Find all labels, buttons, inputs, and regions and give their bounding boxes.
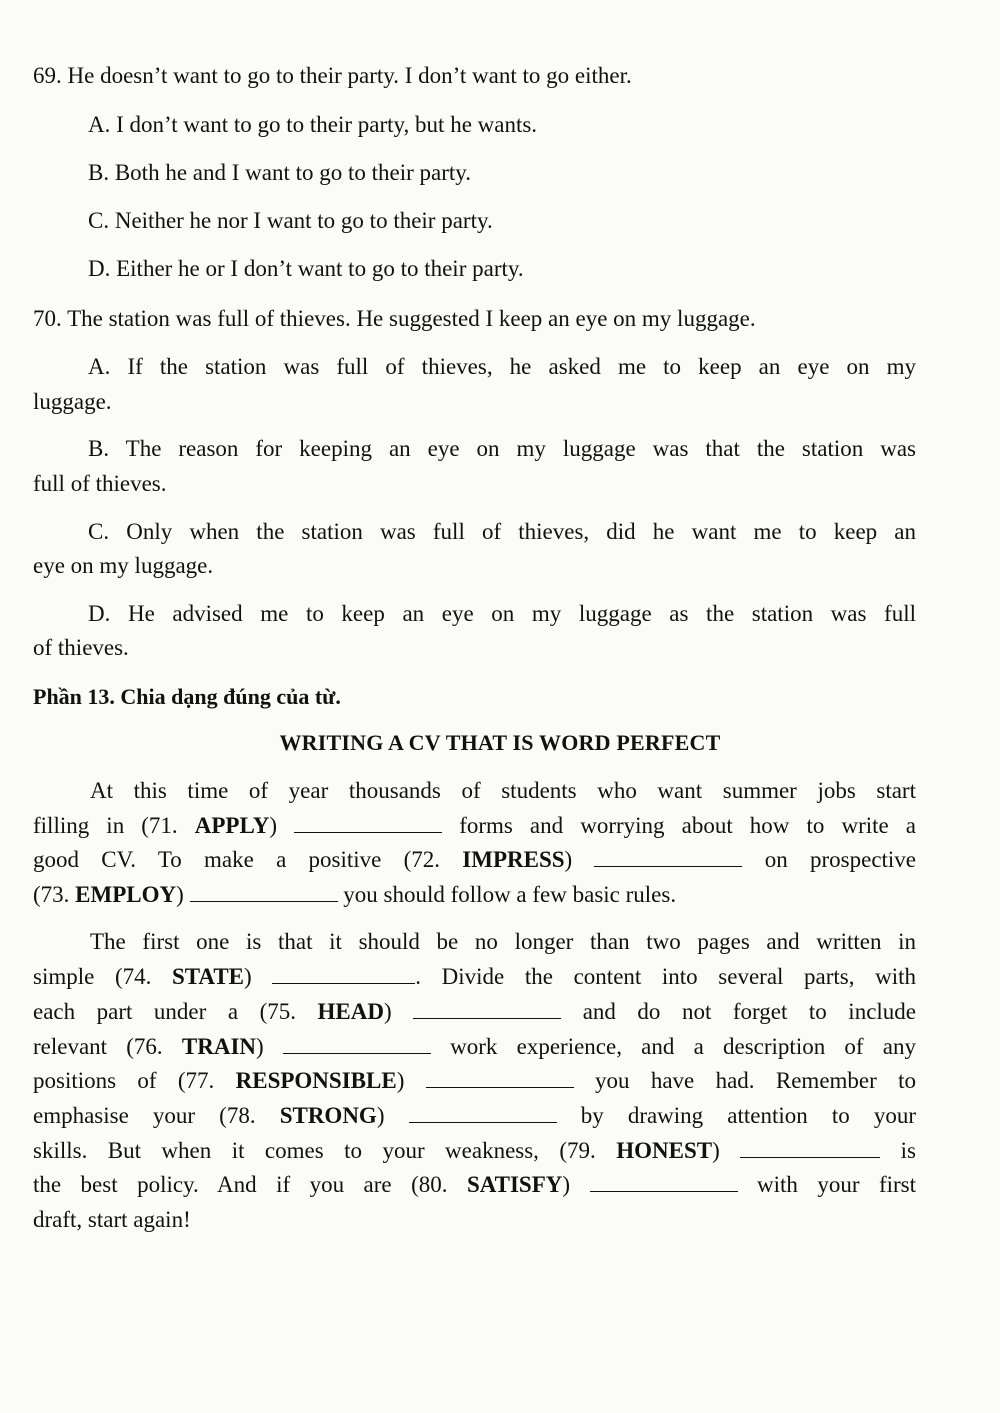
answer-blank-71[interactable] bbox=[294, 814, 442, 833]
answer-blank-78[interactable] bbox=[409, 1104, 557, 1123]
question-69-option-b: B. Both he and I want to go to their party. bbox=[88, 160, 472, 185]
question-69-option-c: C. Neither he nor I want to go to their party. bbox=[88, 208, 493, 233]
passage-p2-line7: skills. But when it comes to your weakness, (79. HONEST) is bbox=[33, 1138, 917, 1163]
passage-p2-line1: The first one is that it should be no longer than two pages and written in bbox=[90, 929, 916, 954]
word-prompt-78: STRONG bbox=[279, 1103, 377, 1128]
passage-p2-line9: draft, start again! bbox=[33, 1207, 191, 1232]
question-70-option-a-line1: A. If the station was full of thieves, he asked me to keep an eye on my bbox=[88, 354, 916, 379]
word-prompt-72: IMPRESS bbox=[462, 847, 565, 872]
passage-p1-line3: good CV. To make a positive (72. IMPRESS) on prospective bbox=[33, 847, 917, 872]
word-prompt-77: RESPONSIBLE bbox=[235, 1068, 397, 1093]
passage-p1-line2: filling in (71. APPLY) forms and worrying about how to write a bbox=[33, 813, 917, 838]
word-prompt-80: SATISFY bbox=[466, 1172, 563, 1197]
question-70-option-d-line2: of thieves. bbox=[33, 635, 129, 660]
question-70-option-c-line2: eye on my luggage. bbox=[33, 553, 214, 578]
question-70-option-b-line2: full of thieves. bbox=[33, 471, 167, 496]
question-69-stem: 69. He doesn’t want to go to their party. I don’t want to go either. bbox=[33, 63, 632, 88]
answer-blank-75[interactable] bbox=[413, 1000, 561, 1019]
passage-p2-line8: the best policy. And if you are (80. SATISFY) with your first bbox=[33, 1172, 916, 1197]
word-prompt-75: HEAD bbox=[317, 999, 384, 1024]
answer-blank-76[interactable] bbox=[283, 1035, 431, 1054]
passage-p2-line5: positions of (77. RESPONSIBLE) you have had. Remember to bbox=[33, 1068, 916, 1093]
section-heading: Phần 13. Chia dạng đúng của từ. bbox=[33, 684, 341, 709]
passage-p2-line2: simple (74. STATE) . Divide the content into several parts, with bbox=[33, 964, 917, 989]
question-70-option-a-line2: luggage. bbox=[33, 389, 112, 414]
answer-blank-72[interactable] bbox=[594, 848, 742, 867]
question-70-option-b-line1: B. The reason for keeping an eye on my luggage was that the station was bbox=[88, 436, 916, 461]
word-prompt-73: EMPLOY bbox=[75, 882, 177, 907]
question-70-stem: 70. The station was full of thieves. He suggested I keep an eye on my luggage. bbox=[33, 306, 756, 331]
answer-blank-73[interactable] bbox=[190, 883, 338, 902]
word-prompt-71: APPLY bbox=[194, 813, 270, 838]
passage-p1-line4: (73. EMPLOY) you should follow a few basic rules. bbox=[33, 882, 677, 907]
passage-p2-line6: emphasise your (78. STRONG) by drawing attention to your bbox=[33, 1103, 917, 1128]
question-70-option-c-line1: C. Only when the station was full of thieves, did he want me to keep an bbox=[88, 519, 916, 544]
passage-p1-line1: At this time of year thousands of students who want summer jobs start bbox=[90, 778, 916, 803]
answer-blank-80[interactable] bbox=[590, 1173, 738, 1192]
word-prompt-74: STATE bbox=[171, 964, 244, 989]
question-69-option-d: D. Either he or I don’t want to go to their party. bbox=[88, 256, 524, 281]
question-69-option-a: A. I don’t want to go to their party, but he wants. bbox=[88, 112, 538, 137]
passage-p2-line3: each part under a (75. HEAD) and do not forget to include bbox=[33, 999, 917, 1024]
answer-blank-74[interactable] bbox=[272, 965, 415, 984]
passage-p2-line4: relevant (76. TRAIN) work experience, and a description of any bbox=[33, 1034, 917, 1059]
word-prompt-76: TRAIN bbox=[181, 1034, 257, 1059]
answer-blank-77[interactable] bbox=[426, 1069, 574, 1088]
question-70-option-d-line1: D. He advised me to keep an eye on my luggage as the station was full bbox=[88, 601, 916, 626]
word-prompt-79: HONEST bbox=[616, 1138, 713, 1163]
answer-blank-79[interactable] bbox=[740, 1139, 880, 1158]
passage-title: WRITING A CV THAT IS WORD PERFECT bbox=[279, 730, 721, 755]
